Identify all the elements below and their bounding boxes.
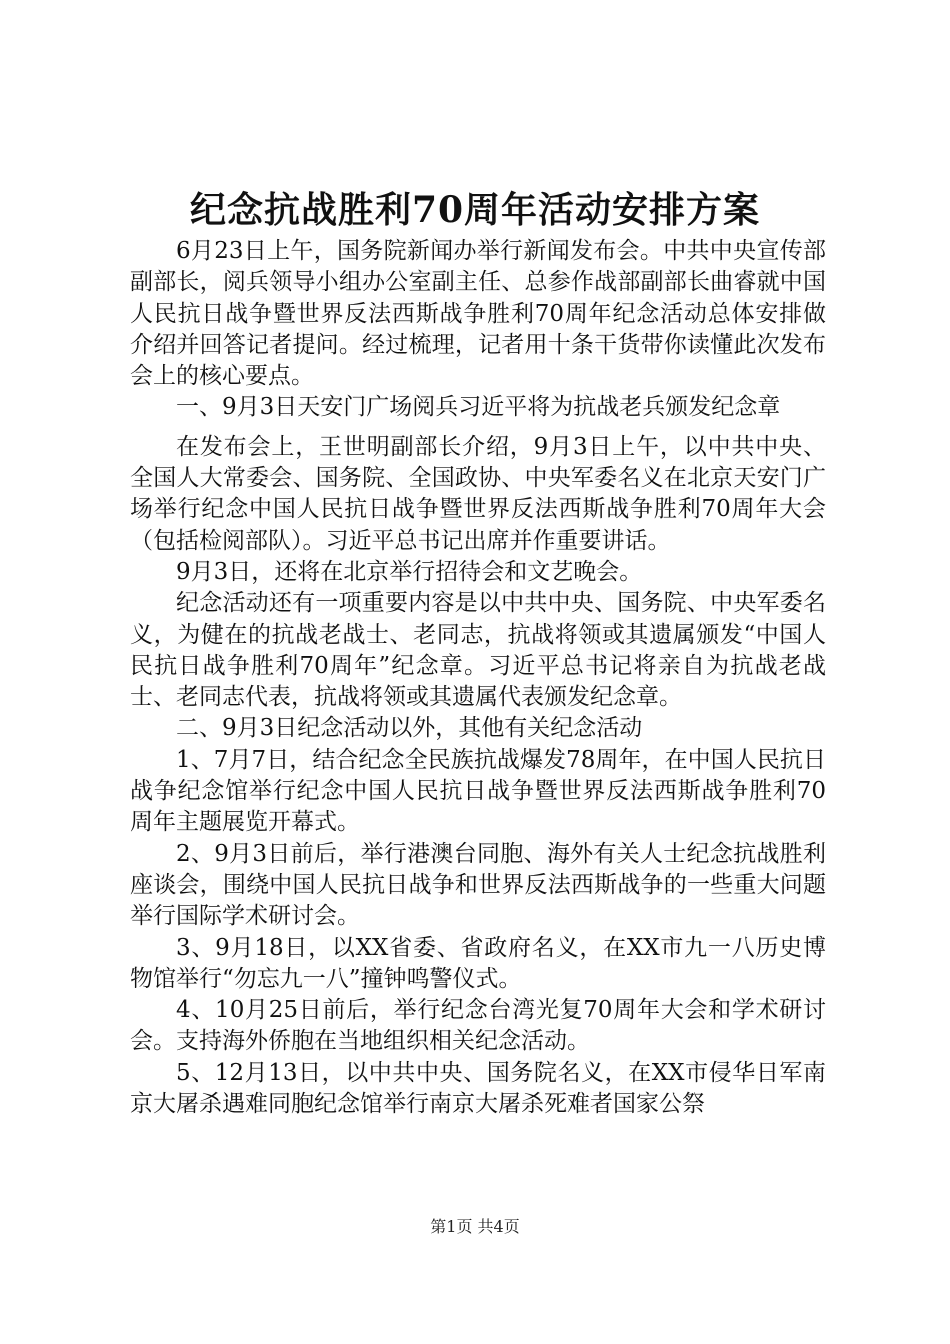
list-item-3: 3、9月18日，以XX省委、省政府名义，在XX市九一八历史博物馆举行“勿忘九一八”撞钟鸣警仪式。 [130, 934, 826, 992]
section-heading-1: 一、9月3日天安门广场阅兵习近平将为抗战老兵颁发纪念章 [176, 394, 781, 421]
paragraph-intro: 6月23日上午，国务院新闻办举行新闻发布会。中共中央宣传部副部长，阅兵领导小组办公室副主任、总参作战部副部长曲睿就中国人民抗日战争暨世界反法西斯战争胜利70周年纪念活动总体安排做介绍并回答记者提问。经过梳理，记者用十条干货带你读懂此次发布会上的核心要点。 [130, 238, 826, 390]
page-footer: 第1页 共4页 [430, 1217, 520, 1236]
paragraph-spacer [130, 424, 826, 432]
document-title: 纪念抗战胜利70周年活动安排方案 [189, 189, 761, 231]
list-item-4: 4、10月25日前后，举行纪念台湾光复70周年大会和学术研讨会。支持海外侨胞在当地组织相关纪念活动。 [130, 997, 826, 1055]
list-item-5: 5、12月13日，以中共中央、国务院名义，在XX市侵华日军南京大屠杀遇难同胞纪念馆举行南京大屠杀死难者国家公祭 [130, 1059, 826, 1118]
section-heading-2: 二、9月3日纪念活动以外，其他有关纪念活动 [176, 715, 643, 742]
paragraph-reception: 9月3日，还将在北京举行招待会和文艺晚会。 [176, 558, 643, 585]
paragraph-ceremony: 在发布会上，王世明副部长介绍，9月3日上午，以中共中央、全国人大常委会、国务院、全国政协、中央军委名义在北京天安门广场举行纪念中国人民抗日战争暨世界反法西斯战争胜利70周年大会（包括检阅部队）。习近平总书记出席并作重要讲话。 [130, 433, 826, 554]
list-item-2: 2、9月3日前后，举行港澳台同胞、海外有关人士纪念抗战胜利座谈会，围绕中国人民抗日战争和世界反法西斯战争的一些重大问题举行国际学术研讨会。 [130, 840, 826, 930]
paragraph-medal: 纪念活动还有一项重要内容是以中共中央、国务院、中央军委名义，为健在的抗战老战士、老同志，抗战将领或其遗属颁发“中国人民抗日战争胜利70周年”纪念章。习近平总书记将亲自为抗战老战士、老同志代表，抗战将领或其遗属代表颁发纪念章。 [130, 590, 826, 711]
list-item-1: 1、7月7日，结合纪念全民族抗战爆发78周年，在中国人民抗日战争纪念馆举行纪念中国人民抗日战争暨世界反法西斯战争胜利70周年主题展览开幕式。 [130, 746, 826, 836]
document-body [130, 236, 826, 1120]
